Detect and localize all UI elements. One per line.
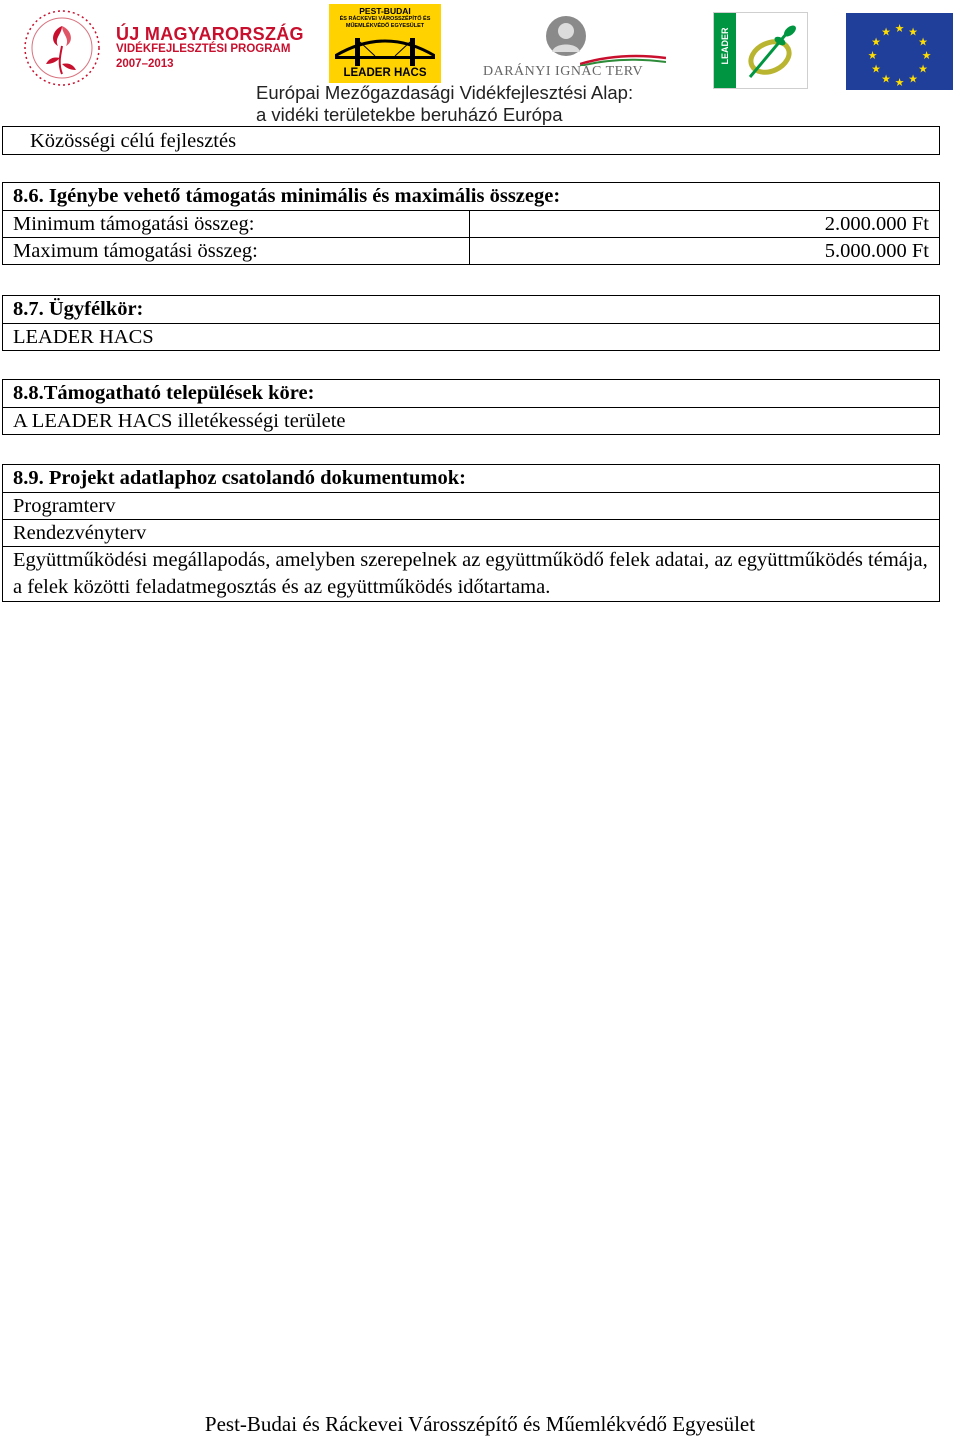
max-amount-row bbox=[3, 237, 939, 264]
eu-stars-icon bbox=[846, 13, 953, 90]
leader-leaf-icon bbox=[742, 19, 802, 81]
tagline-line2: a vidéki területekbe beruházó Európa bbox=[256, 104, 563, 125]
hacs-logo-middle1: ÉS RÁCKEVEI VÁROSSZÉPÍTŐ ÉS bbox=[339, 16, 431, 22]
hacs-logo-middle2: MŰEMLÉKVÉDŐ EGYESÜLET bbox=[345, 23, 425, 29]
max-amount-label: Maximum támogatási összeg: bbox=[13, 240, 258, 262]
section-8-6-title: 8.6. Igénybe vehető támogatás minimális és maximális összege: bbox=[13, 185, 561, 207]
bridge-icon bbox=[335, 32, 435, 66]
document-item: Együttműködési megállapodás, amelyben szerepelnek az együttműködő felek adatai, az együttműködés témája, a felek közötti feladatmegosztás és az együttműködés időtartama. bbox=[3, 546, 939, 601]
svg-text:★: ★ bbox=[894, 22, 905, 35]
svg-text:★: ★ bbox=[871, 62, 881, 76]
svg-text:★: ★ bbox=[881, 72, 891, 86]
svg-text:★: ★ bbox=[867, 49, 878, 62]
document-item: Rendezvényterv bbox=[3, 519, 939, 546]
daranyi-logo-text: DARÁNYI IGNÁC TERV bbox=[483, 64, 644, 79]
min-amount-value: 2.000.000 Ft bbox=[469, 211, 939, 237]
svg-text:★: ★ bbox=[918, 35, 928, 49]
svg-text:★: ★ bbox=[908, 72, 918, 86]
hacs-logo-bottom: LEADER HACS bbox=[343, 67, 427, 79]
min-amount-label: Minimum támogatási összeg: bbox=[13, 213, 255, 235]
leader-hacs-logo bbox=[329, 4, 441, 83]
intro-box bbox=[2, 126, 940, 155]
svg-text:★: ★ bbox=[894, 76, 905, 89]
um-logo-title: ÚJ MAGYARORSZÁG bbox=[116, 24, 304, 44]
section-8-7 bbox=[2, 295, 940, 351]
leader-logo-text: LEADER bbox=[720, 27, 730, 65]
intro-text: Közösségi célú fejlesztés bbox=[30, 130, 237, 152]
section-8-9-title: 8.9. Projekt adatlaphoz csatolandó dokumentumok: bbox=[13, 467, 466, 489]
svg-text:★: ★ bbox=[921, 49, 932, 62]
footer-text: Pest-Budai és Ráckevei Városszépítő és Műemlékvédő Egyesület bbox=[204, 1412, 756, 1436]
svg-text:★: ★ bbox=[871, 35, 881, 49]
svg-text:★: ★ bbox=[881, 25, 891, 39]
tagline-line1: Európai Mezőgazdasági Vidékfejlesztési Alap: bbox=[256, 82, 634, 103]
section-8-9 bbox=[2, 464, 940, 602]
section-8-8-title: 8.8.Támogatható települések köre: bbox=[13, 382, 315, 404]
leader-logo bbox=[713, 12, 808, 89]
svg-text:★: ★ bbox=[908, 25, 918, 39]
min-amount-row bbox=[3, 210, 939, 237]
portrait-icon bbox=[542, 14, 590, 58]
section-8-7-text: LEADER HACS bbox=[3, 323, 939, 350]
max-amount-value: 5.000.000 Ft bbox=[469, 238, 939, 264]
svg-text:★: ★ bbox=[918, 62, 928, 76]
um-logo-years: 2007–2013 bbox=[116, 58, 174, 70]
eu-flag bbox=[846, 13, 953, 90]
section-8-8-text: A LEADER HACS illetékességi területe bbox=[3, 407, 939, 434]
rose-emblem-icon bbox=[22, 8, 104, 88]
section-8-7-title: 8.7. Ügyfélkör: bbox=[13, 298, 144, 320]
hacs-logo-top: PEST-BUDAI bbox=[359, 6, 411, 16]
logo-header bbox=[0, 0, 960, 125]
document-item: Programterv bbox=[3, 492, 939, 519]
section-8-6 bbox=[2, 182, 940, 265]
um-logo-subtitle: VIDÉKFEJLESZTÉSI PROGRAM bbox=[116, 43, 291, 55]
section-8-8 bbox=[2, 379, 940, 435]
